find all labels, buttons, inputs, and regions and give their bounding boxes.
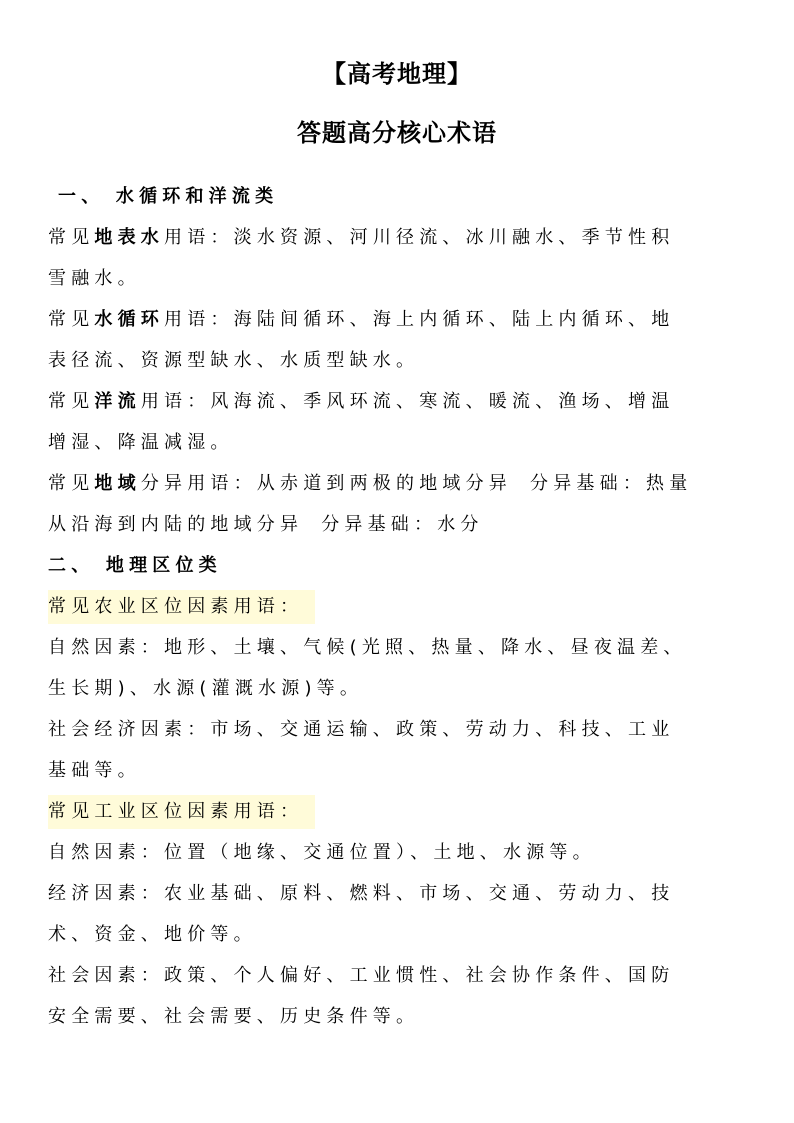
industry-label-line xyxy=(48,791,746,832)
prefix-text: 常见 xyxy=(48,391,95,412)
paragraph-water-cycle xyxy=(48,299,746,340)
agri-natural-factors-cont: 生长期)、水源(灌溉水源)等。 xyxy=(48,678,364,699)
document-title: 【高考地理】 xyxy=(322,60,472,88)
key-term: 水循环 xyxy=(94,309,165,330)
section-heading-location: 二、 地理区位类 xyxy=(48,555,222,576)
key-term: 洋流 xyxy=(94,391,141,412)
paragraph-regional-differentiation-cont xyxy=(48,504,746,545)
key-term: 地域 xyxy=(94,473,141,494)
industry-natural-factors: 自然因素：位置（地缘、交通位置）、土地、水源等。 xyxy=(48,842,596,863)
prefix-text: 常见 xyxy=(48,227,95,248)
paragraph-text: 分异基础：热量 xyxy=(530,473,693,494)
paragraph-ocean-current xyxy=(48,381,746,422)
paragraph-water-cycle-cont: 表径流、资源型缺水、水质型缺水。 xyxy=(48,350,420,371)
paragraph-text: 分异用语：从赤道到两极的地域分异 xyxy=(140,473,513,494)
industry-social-factors-cont: 安全需要、社会需要、历史条件等。 xyxy=(48,1006,420,1027)
paragraph-text: 从沿海到内陆的地域分异 xyxy=(48,514,304,535)
agri-label-line xyxy=(48,586,746,627)
industry-economic-factors-cont: 术、资金、地价等。 xyxy=(48,924,257,945)
prefix-text: 常见 xyxy=(48,473,95,494)
highlighted-label-industry: 常见工业区位因素用语： xyxy=(48,795,315,829)
paragraph-ocean-current-cont: 增湿、降温减湿。 xyxy=(48,432,234,453)
document-subtitle: 答题高分核心术语 xyxy=(297,119,497,147)
document-body xyxy=(48,176,746,1037)
industry-social-factors: 社会因素：政策、个人偏好、工业惯性、社会协作条件、国防 xyxy=(48,965,675,986)
paragraph-text: 用语：淡水资源、河川径流、冰川融水、季节性积 xyxy=(164,227,675,248)
prefix-text: 常见 xyxy=(48,309,95,330)
section-heading-water-cycle: 一、 水循环和洋流类 xyxy=(58,186,279,207)
agri-social-factors-cont: 基础等。 xyxy=(48,760,141,781)
paragraph-text: 分异基础：水分 xyxy=(321,514,484,535)
paragraph-surface-water xyxy=(48,217,746,258)
paragraph-regional-differentiation xyxy=(48,463,746,504)
paragraph-text: 用语：风海流、季风环流、寒流、暖流、渔场、增温 xyxy=(140,391,675,412)
agri-natural-factors: 自然因素：地形、土壤、气候(光照、热量、降水、昼夜温差、 xyxy=(48,637,687,658)
paragraph-surface-water-cont: 雪融水。 xyxy=(48,268,141,289)
paragraph-text: 用语：海陆间循环、海上内循环、陆上内循环、地 xyxy=(164,309,675,330)
key-term: 地表水 xyxy=(94,227,165,248)
agri-social-factors: 社会经济因素：市场、交通运输、政策、劳动力、科技、工业 xyxy=(48,719,675,740)
highlighted-label-agriculture: 常见农业区位因素用语： xyxy=(48,590,315,624)
industry-economic-factors: 经济因素：农业基础、原料、燃料、市场、交通、劳动力、技 xyxy=(48,883,675,904)
